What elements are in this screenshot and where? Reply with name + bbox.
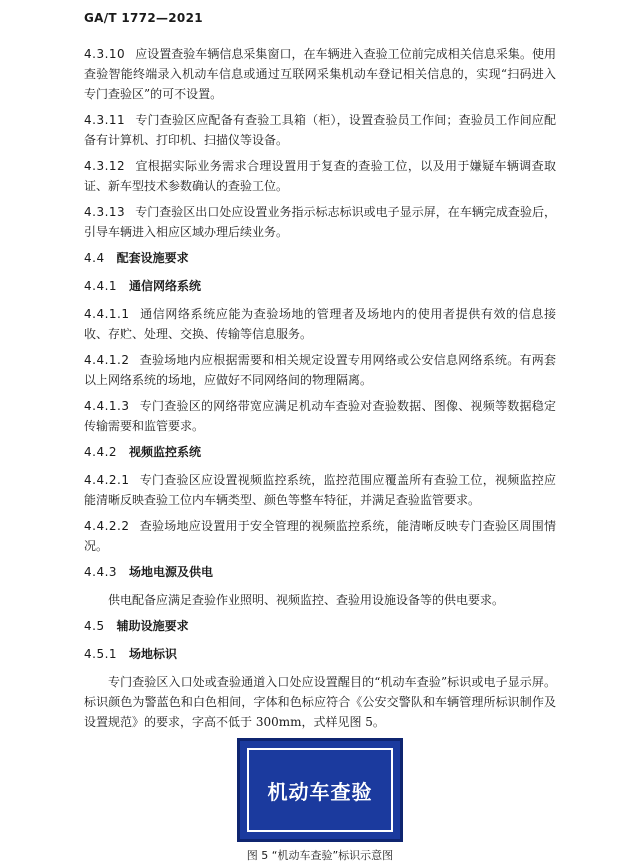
clause-p4312 xyxy=(84,156,556,196)
clause-text: 专门查验区应设置视频监控系统，监控范围应覆盖所有查验工位，视频监控应能清晰反映查验工位内车辆类型、颜色等整车特征，并满足查验监管要求。 xyxy=(84,473,556,507)
section-heading-h451 xyxy=(84,644,556,664)
clause-p4310 xyxy=(84,44,556,104)
clause-text: 辅助设施要求 xyxy=(116,619,189,633)
clause-number: 4.4.2 xyxy=(84,445,118,459)
clause-text: 视频监控系统 xyxy=(129,445,202,459)
clause-number: 4.3.11 xyxy=(84,113,126,127)
figure-5 xyxy=(84,738,556,842)
clause-text: 专门查验区应配备有查验工具箱（柜），设置查验员工作间；查验员工作间应配备有计算机、打印机、扫描仪等设备。 xyxy=(84,113,556,147)
section-heading-h442 xyxy=(84,442,556,462)
sign-inner-border xyxy=(247,748,393,832)
section-heading-h443 xyxy=(84,562,556,582)
clause-p4421 xyxy=(84,470,556,510)
clause-text: 场地标识 xyxy=(129,647,178,661)
section-heading-h441 xyxy=(84,276,556,296)
clause-p4412 xyxy=(84,350,556,390)
section-heading-h44 xyxy=(84,248,556,268)
clause-text: 专门查验区的网络带宽应满足机动车查验对查验数据、图像、视频等数据稳定传输需要和监管要求。 xyxy=(84,399,556,433)
section-heading-h45 xyxy=(84,616,556,636)
clause-text: 宜根据实际业务需求合理设置用于复查的查验工位，以及用于嫌疑车辆调查取证、新车型技术参数确认的查验工位。 xyxy=(84,159,556,193)
clause-text: 供电配备应满足查验作业照明、视频监控、查验用设施设备等的供电要求。 xyxy=(108,593,505,607)
clause-text: 配套设施要求 xyxy=(116,251,189,265)
inspection-sign xyxy=(237,738,403,842)
clause-number: 4.3.13 xyxy=(84,205,126,219)
clause-text: 应设置查验车辆信息采集窗口，在车辆进入查验工位前完成相关信息采集。使用查验智能终端录入机动车信息或通过互联网采集机动车登记相关信息的，实现“扫码进入专门查验区”的可不设置。 xyxy=(84,47,556,101)
clause-p4313 xyxy=(84,202,556,242)
standard-code-header: GA/T 1772—2021 xyxy=(84,11,203,25)
clause-number: 4.3.10 xyxy=(84,47,126,61)
clause-text: 场地电源及供电 xyxy=(129,565,214,579)
clause-number: 4.4.2.2 xyxy=(84,519,130,533)
clause-p4411 xyxy=(84,304,556,344)
sections-container xyxy=(84,44,556,732)
clause-p4311 xyxy=(84,110,556,150)
clause-number: 4.4.3 xyxy=(84,565,118,579)
clause-p4413 xyxy=(84,396,556,436)
clause-text: 专门查验区入口处或查验通道入口处应设置醒目的“机动车查验”标识或电子显示屏。标识颜色为警蓝色和白色相间，字体和色标应符合《公安交警队和车辆管理所标识制作及设置规范》的要求，字高不低于 300mm，式样见图 5。 xyxy=(84,675,556,729)
clause-text: 查验场地应设置用于安全管理的视频监控系统，能清晰反映专门查验区周围情况。 xyxy=(84,519,556,553)
clause-number: 4.4.1.1 xyxy=(84,307,130,321)
clause-number: 4.5.1 xyxy=(84,647,118,661)
clause-number: 4.4.1.2 xyxy=(84,353,130,367)
clause-text: 通信网络系统 xyxy=(129,279,202,293)
clause-text: 通信网络系统应能为查验场地的管理者及场地内的使用者提供有效的信息接收、存贮、处理、交换、传输等信息服务。 xyxy=(84,307,556,341)
clause-text: 查验场地内应根据需要和相关规定设置专用网络或公安信息网络系统。有两套以上网络系统的场地，应做好不同网络间的物理隔离。 xyxy=(84,353,556,387)
clause-number: 4.3.12 xyxy=(84,159,126,173)
paragraph-p443 xyxy=(84,590,556,610)
document-body xyxy=(84,44,556,863)
paragraph-p451 xyxy=(84,672,556,732)
clause-text: 专门查验区出口处应设置业务指示标志标识或电子显示屏，在车辆完成查验后，引导车辆进入相应区域办理后续业务。 xyxy=(84,205,556,239)
clause-number: 4.4 xyxy=(84,251,105,265)
sign-text: 机动车查验 xyxy=(267,779,373,804)
clause-p4422 xyxy=(84,516,556,556)
clause-number: 4.5 xyxy=(84,619,105,633)
figure-caption: 图 5 “机动车查验”标识示意图 xyxy=(246,849,394,862)
clause-number: 4.4.1 xyxy=(84,279,118,293)
clause-number: 4.4.2.1 xyxy=(84,473,130,487)
clause-number: 4.4.1.3 xyxy=(84,399,130,413)
